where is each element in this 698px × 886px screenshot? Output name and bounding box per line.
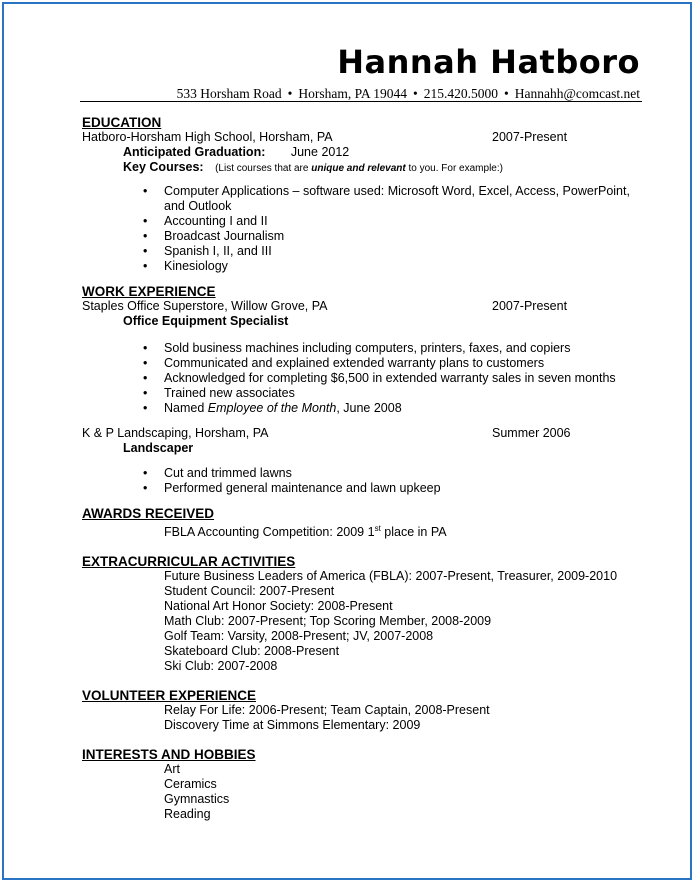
list-item: • Kinesiology [164,259,642,274]
school-dates: 2007-Present [492,130,568,144]
list-item: National Art Honor Society: 2008-Present [164,599,393,614]
job-bullets [82,341,642,416]
awards-section [82,506,642,540]
city: Horsham, PA 19044 [298,86,408,101]
list-item: Skateboard Club: 2008-Present [164,644,340,659]
phone: 215.420.5000 [423,86,498,101]
section-heading: INTERESTS AND HOBBIES [82,747,256,763]
address: 533 Horsham Road [176,86,282,101]
list-item: • Named Employee of the Month, June 2008 [164,401,642,416]
volunteer-section [82,688,642,733]
list-item: Future Business Leaders of America (FBLA): 2007-Present, Treasurer, 2009-2010 [164,569,618,584]
list-item: • Spanish I, II, and III [164,244,642,259]
job-dates: Summer 2006 [492,426,571,440]
employer: Staples Office Superstore, Willow Grove, PA [82,299,328,313]
section-heading: VOLUNTEER EXPERIENCE [82,688,257,704]
section-heading: WORK EXPERIENCE [82,284,216,299]
resume-body [82,115,642,822]
list-item: Gymnastics [164,792,230,807]
interests-section [82,747,642,822]
award-item: FBLA Accounting Competition: 2009 1st place in PA [164,524,447,540]
list-item: • Performed general maintenance and lawn upkeep [164,481,642,496]
graduation-value: June 2012 [290,145,350,159]
list-item: Art [164,762,180,777]
list-item: • Cut and trimmed lawns [164,466,642,481]
job-title: Office Equipment Specialist [123,314,289,328]
list-item: • Acknowledged for completing $6,500 in extended warranty sales in seven months [164,371,642,386]
list-item: • Computer Applications – software used: Microsoft Word, Excel, Access, PowerPoint, and Outlook [164,184,642,214]
list-item: Golf Team: Varsity, 2008-Present; JV, 2007-2008 [164,629,434,644]
section-heading: AWARDS RECEIVED [82,506,215,521]
contact-line: 533 Horsham Road • Horsham, PA 19044 • 215.420.5000 • Hannahh@comcast.net [176,86,640,101]
section-heading: EXTRACURRICULAR ACTIVITIES [82,554,296,570]
header-rule [80,101,642,102]
education-section [82,115,642,274]
job-title: Landscaper [123,441,194,455]
work-section [82,284,642,496]
email[interactable]: Hannahh@comcast.net [514,86,640,101]
courses-list [82,184,642,274]
candidate-name: Hannah Hatboro [337,43,640,81]
list-item: Discovery Time at Simmons Elementary: 2009 [164,718,421,733]
job-dates: 2007-Present [492,299,568,313]
job-bullets [82,466,642,496]
list-item: Ski Club: 2007-2008 [164,659,278,674]
section-heading: EDUCATION [82,115,162,130]
extracurricular-section [82,554,642,674]
list-item: • Communicated and explained extended warranty plans to customers [164,356,642,371]
list-item: Relay For Life: 2006-Present; Team Captain, 2008-Present [164,703,490,718]
list-item: Reading [164,807,211,822]
list-item: • Accounting I and II [164,214,642,229]
courses-label: Key Courses: [123,160,204,174]
list-item: Math Club: 2007-Present; Top Scoring Member, 2008-2009 [164,614,492,629]
graduation-label: Anticipated Graduation: [123,145,266,159]
courses-note: (List courses that are unique and relevant to you. For example:) [215,163,503,174]
list-item: Ceramics [164,777,217,792]
list-item: • Broadcast Journalism [164,229,642,244]
employer: K & P Landscaping, Horsham, PA [82,426,269,440]
list-item: • Trained new associates [164,386,642,401]
list-item: Student Council: 2007-Present [164,584,335,599]
school-name: Hatboro-Horsham High School, Horsham, PA [82,130,333,144]
list-item: • Sold business machines including computers, printers, faxes, and copiers [164,341,642,356]
